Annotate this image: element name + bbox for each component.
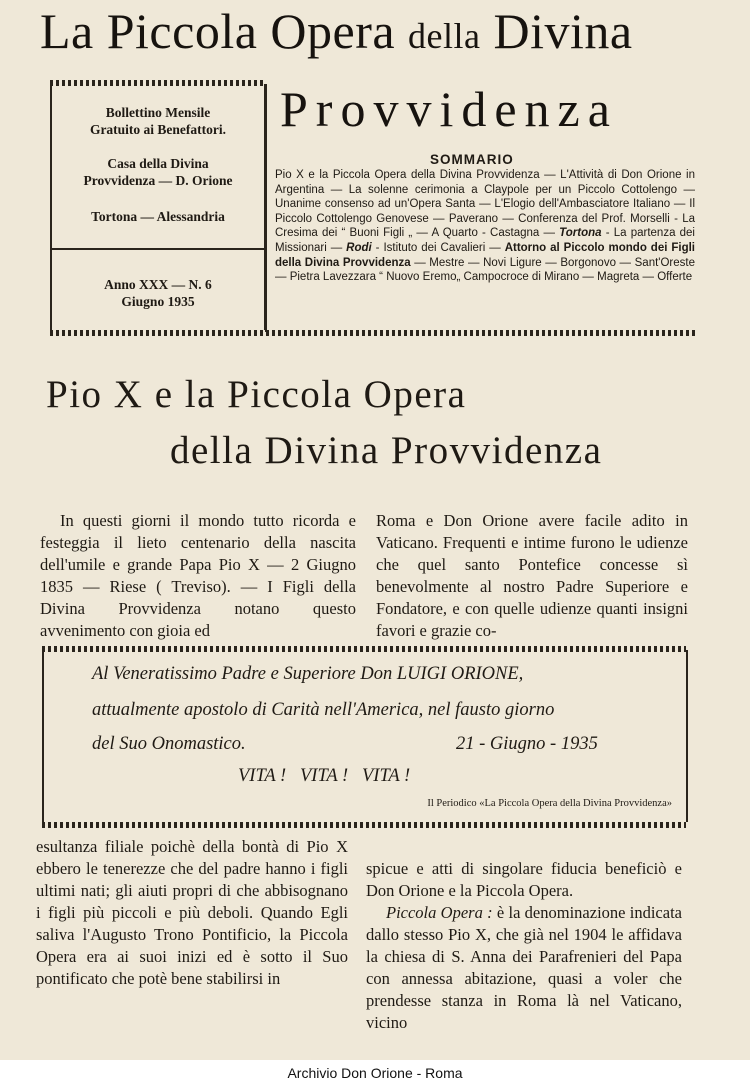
sommario-text: Pio X e la Piccola Opera della Divina Provvidenza — L'Attività di Don Orione in Argentina — La solenne cerimonia a Claypole per un Piccolo Cottolengo — Unanime consenso ad un'Opera Santa — L'Elogio dell'Ambasciatore Italiano — Il Piccolo Cottolengo Genovese — Paverano — Conferenza del Prof. Morselli - La Cresima dei “ Buoni Figli „ — A Quarto - Castagna — Tortona - La partenza dei Missionari — Rodi - Istituto dei Cavalieri — Attorno al Piccolo mondo dei Figli della Divina Provvidenza — Mestre — Novi Ligure — Borgonovo — Sant'Oreste — Pietra Lavezzara “ Nuovo Eremo„ Campocroce di Mirano — Magreta — Offerte xyxy=(275,169,695,284)
dedication-date: 21 - Giugno - 1935 xyxy=(456,734,598,754)
masthead-subtitle: Provvidenza xyxy=(280,81,618,137)
article-col1-top: In questi giorni il mondo tutto ricorda e festeggia il lieto centenario della nascita dell'umile e grande Papa Pio X — 2 Giugno 1835 — Riese ( Treviso). — I Figli della Divina Provvidenza notano questo avvenimento con gioia ed xyxy=(40,511,356,640)
sommario-heading: SOMMARIO xyxy=(430,152,514,167)
dedication-cheer: VITA ! VITA ! VITA ! xyxy=(238,766,411,786)
house-line1: Casa della Divina xyxy=(107,156,209,171)
issue-date: Giugno 1935 xyxy=(121,294,195,309)
wavy-rule-dedication-bottom xyxy=(42,822,686,828)
masthead-title-della: della xyxy=(408,16,481,56)
article-col1-bottom: esultanza filiale poichè della bontà di Pio X ebbero le tenerezze che del padre hanno i figli ultimi nati; gli aiuti propri di che abbisognano i figli più piccoli e più deboli. Quando Egli saliva l'Augusto Trono Pontificio, la Piccola Opera era ai suoi inizi ed è sotto il Suo pontificato che potè bene stabilirsi in xyxy=(36,837,348,988)
dedication-line3: del Suo Onomastico. xyxy=(92,734,246,754)
article-col2-bottom: spicue e atti di singolare fiducia beneficiò e Don Orione e la Piccola Opera. Piccola Opera : è la denominazione indicata dallo stesso Pio X, che già nel 1904 le affidava la chiesa di S. Anna dei Parafrenieri del Papa con annessa abitazione, quasi a voler che prendesse stanza in Roma là nel Vaticano, vicino xyxy=(366,859,682,1032)
info-divider xyxy=(52,248,264,250)
city-line: Tortona — Alessandria xyxy=(91,209,225,224)
dedication-line2: attualmente apostolo di Carità nell'America, nel fausto giorno xyxy=(92,700,555,720)
masthead-title-part2: Divina xyxy=(480,3,633,59)
dedication-box xyxy=(42,650,688,822)
dedication-credit: Il Periodico «La Piccola Opera della Divina Provvidenza» xyxy=(427,798,672,809)
masthead-title-part1: La Piccola Opera xyxy=(40,3,409,59)
article-col2-top: Roma e Don Orione avere facile adito in Vaticano. Frequenti e intime furono le udienze che quel santo Pontefice concesse sì benevolmente al nostro Padre Superiore e Fondatore, e con quelle udienze quanti insigni favori e grazie co- xyxy=(376,511,688,640)
masthead-title xyxy=(40,2,710,60)
bulletin-line2: Gratuito ai Benefattori. xyxy=(89,122,227,137)
wavy-rule-under-header xyxy=(50,330,698,336)
bulletin-line1: Bollettino Mensile xyxy=(105,105,211,120)
issue-number: Anno XXX — N. 6 xyxy=(104,277,212,292)
column-divider xyxy=(265,84,267,332)
article-headline-line2: della Divina Provvidenza xyxy=(170,429,603,472)
archive-footer: Archivio Don Orione - Roma xyxy=(0,1060,750,1087)
house-line2: Provvidenza — D. Orione xyxy=(83,173,233,188)
dedication-line1: Al Veneratissimo Padre e Superiore Don LUIGI ORIONE, xyxy=(92,664,524,684)
bulletin-info-box xyxy=(50,84,266,330)
article-headline-line1: Pio X e la Piccola Opera xyxy=(46,373,467,416)
